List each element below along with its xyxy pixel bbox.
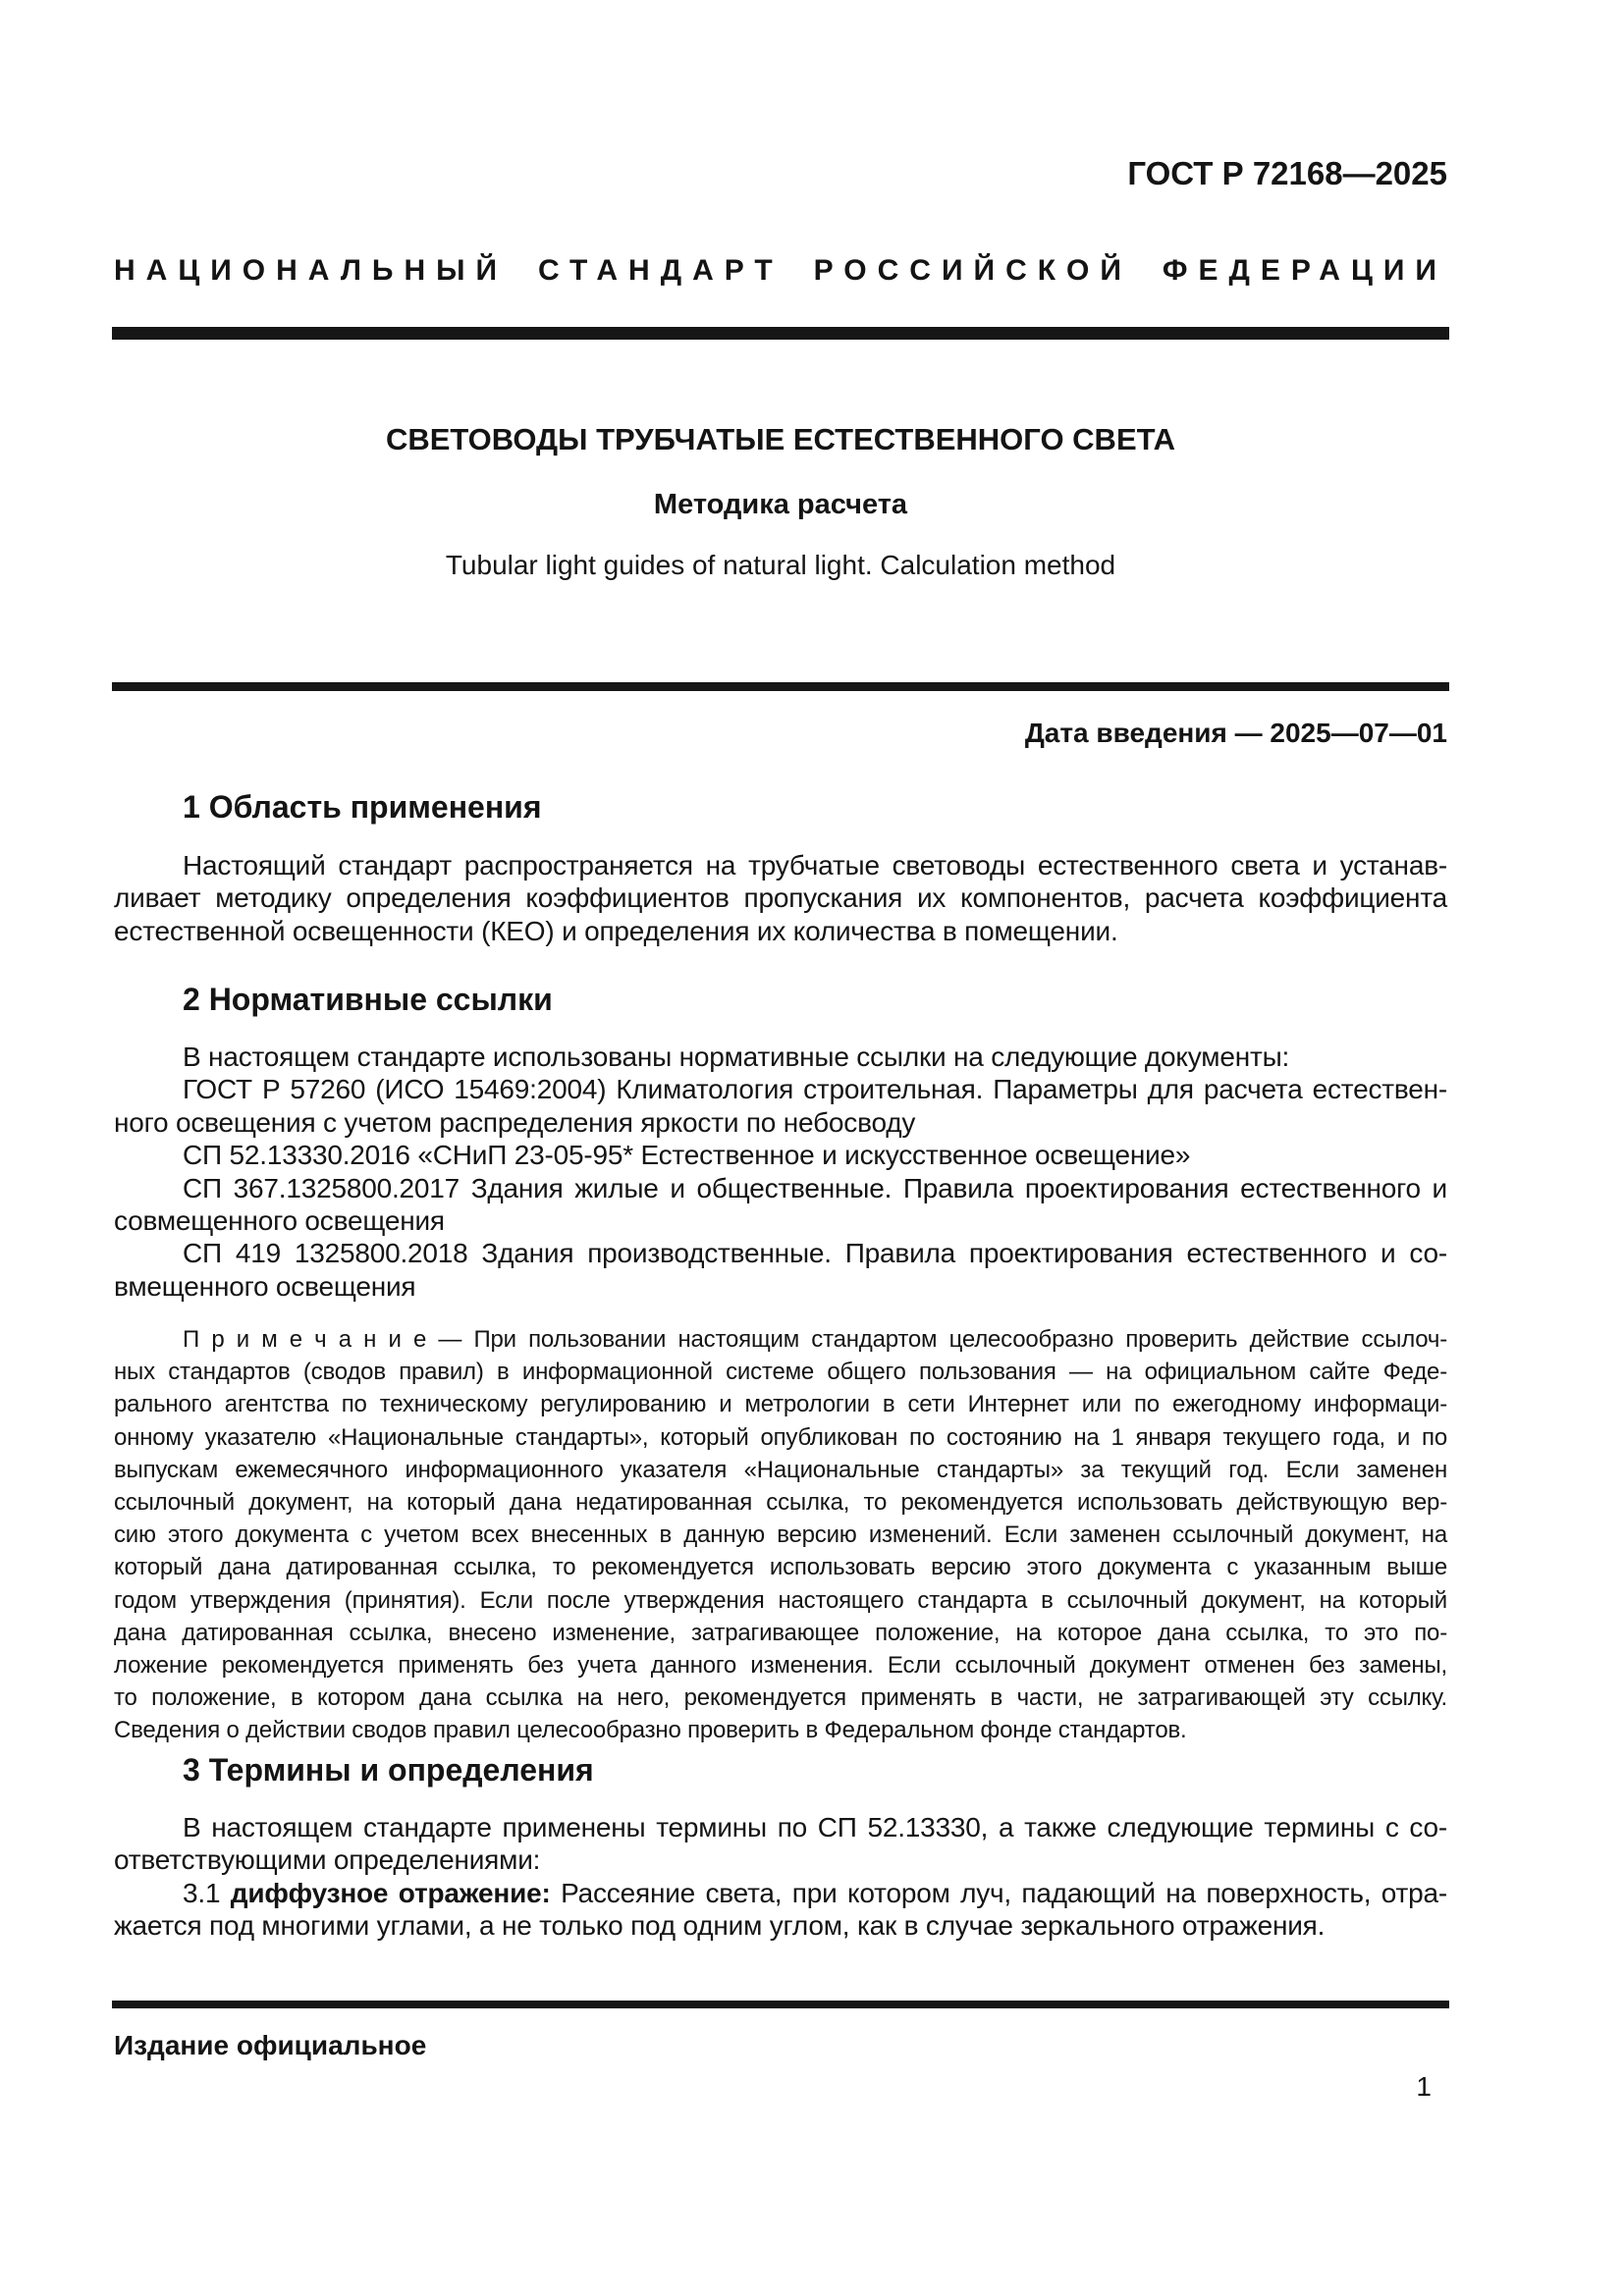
horizontal-rule-title xyxy=(112,682,1449,691)
text-line: ливает методику определения коэффициентов пропускания их компонентов, расчета коэффициента xyxy=(114,882,1447,914)
text-line: естественной освещенности (КЕО) и определения их количества в помещении. xyxy=(114,915,1118,946)
text-line: СП 367.1325800.2017 Здания жилые и общественные. Правила проектирования естественного и xyxy=(183,1172,1447,1203)
text-line: онному указателю «Национальные стандарты», который опубликован по состоянию на 1 января текущего года, и по xyxy=(114,1423,1447,1451)
text-line: дана датированная ссылка, внесено изменение, затрагивающее положение, на которое дана ссылка, то это по- xyxy=(114,1619,1447,1646)
text-line: Настоящий стандарт распространяется на трубчатые световоды естественного света и устанав- xyxy=(183,850,1447,881)
text-line: годом утверждения (принятия). Если после утверждения настоящего стандарта в ссылочный документ, на который xyxy=(114,1586,1447,1614)
normative-reference xyxy=(114,1172,1447,1238)
standard-title-ru: СВЕТОВОДЫ ТРУБЧАТЫЕ ЕСТЕСТВЕННОГО СВЕТА xyxy=(385,422,1175,456)
standard-subtitle-ru: Методика расчета xyxy=(653,489,908,520)
text-line: ответствующими определениями: xyxy=(114,1844,541,1876)
normative-reference xyxy=(114,1139,1447,1171)
document-number: ГОСТ Р 72168—2025 xyxy=(1127,155,1447,191)
section-1-heading: 1 Область применения xyxy=(183,789,542,825)
text-line: жается под многими углами, а не только под одним углом, как в случае зеркального отражения. xyxy=(114,1910,1326,1942)
section-2-body xyxy=(114,1041,1447,1303)
text-line: 3.1 диффузное отражение: Рассеяние света, при котором луч, падающий на поверхность, отра- xyxy=(183,1877,1447,1908)
text-line: В настоящем стандарте использованы нормативные ссылки на следующие документы: xyxy=(183,1041,1290,1072)
official-edition-label: Издание официальное xyxy=(114,2030,427,2060)
text-line: ГОСТ Р 57260 (ИСО 15469:2004) Климатология строительная. Параметры для расчета естествен- xyxy=(183,1074,1447,1105)
text-line: то положение, в котором дана ссылка на него, рекомендуется применять в части, не затрагивающей эту ссылку. xyxy=(114,1684,1447,1712)
text-line: сию этого документа с учетом всех внесенных в данную версию изменений. Если заменен ссылочный документ, на xyxy=(114,1522,1447,1549)
effective-date: Дата введения — 2025—07—01 xyxy=(1024,718,1447,748)
paragraph xyxy=(114,1811,1447,1877)
text-line: ложение рекомендуется применять без учета данного изменения. Если ссылочный документ отменен без замены, xyxy=(114,1652,1447,1680)
standard-title-en: Tubular light guides of natural light. Calculation method xyxy=(445,550,1116,580)
text-line: СП 52.13330.2016 «СНиП 23-05-95* Естественное и искусственное освещение» xyxy=(183,1140,1191,1171)
horizontal-rule-top xyxy=(112,327,1449,340)
section-3-body xyxy=(114,1811,1447,1943)
text-line: рального агентства по техническому регулированию и метрологии в сети Интернет или по ежегодному информаци- xyxy=(114,1391,1447,1418)
paragraph xyxy=(114,1041,1447,1073)
text-line: ного освещения с учетом распределения яркости по небосводу xyxy=(114,1106,916,1138)
paragraph xyxy=(114,849,1447,947)
text-line: СП 419 1325800.2018 Здания производственные. Правила проектирования естественного и со- xyxy=(183,1238,1447,1269)
text-line: ссылочный документ, на который дана недатированная ссылка, то рекомендуется использовать действующую вер- xyxy=(114,1489,1447,1517)
standard-type-banner: НАЦИОНАЛЬНЫЙ СТАНДАРТ РОССИЙСКОЙ ФЕДЕРАЦИИ xyxy=(114,254,1447,287)
normative-reference xyxy=(114,1237,1447,1303)
text-line: Сведения о действии сводов правил целесообразно проверить в Федеральном фонде стандартов. xyxy=(114,1717,1187,1744)
section-3-heading: 3 Термины и определения xyxy=(183,1752,594,1788)
text-line: П р и м е ч а н и е — При пользовании настоящим стандартом целесообразно проверить действие ссылоч- xyxy=(183,1326,1447,1353)
term-definition xyxy=(114,1877,1447,1943)
page-number: 1 xyxy=(1416,2071,1432,2102)
normative-reference xyxy=(114,1073,1447,1139)
text-line: совмещенного освещения xyxy=(114,1205,445,1237)
text-line: который дана датированная ссылка, то рекомендуется использовать версию этого документа с указанным выше xyxy=(114,1554,1447,1581)
text-line: ных стандартов (сводов правил) в информационной системе общего пользования — на официальном сайте Феде- xyxy=(114,1359,1447,1386)
note-paragraph xyxy=(114,1323,1447,1747)
section-1-body xyxy=(114,849,1447,947)
text-line: В настоящем стандарте применены термины по СП 52.13330, а также следующие термины с со- xyxy=(183,1812,1447,1842)
section-2-heading: 2 Нормативные ссылки xyxy=(183,982,553,1017)
horizontal-rule-footer xyxy=(112,2001,1449,2008)
text-line: вмещенного освещения xyxy=(114,1270,416,1302)
text-line: выпускам ежемесячного информационного указателя «Национальные стандарты» за текущий год. Если заменен xyxy=(114,1456,1447,1483)
